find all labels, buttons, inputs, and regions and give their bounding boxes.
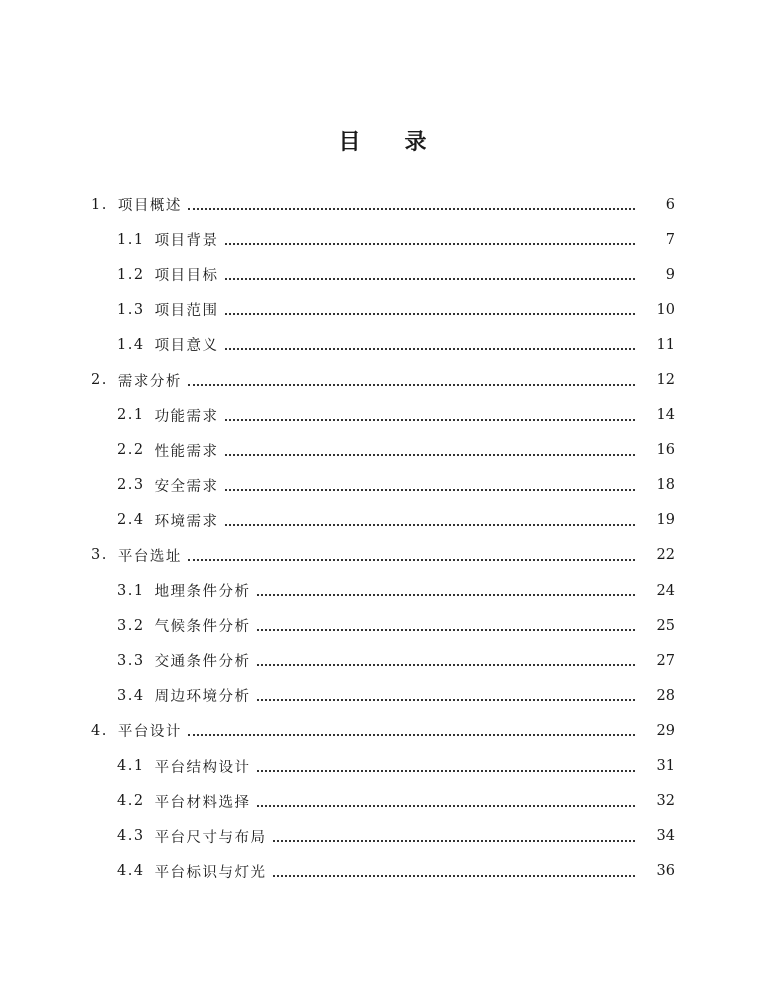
toc-dot-leader — [188, 207, 635, 210]
toc-entry-number: 4.4 — [117, 863, 145, 880]
toc-entry-page-number: 16 — [656, 442, 675, 459]
toc-entry-number: 3.3 — [117, 652, 145, 669]
toc-entry[interactable] — [0, 257, 765, 292]
toc-dot-leader — [188, 733, 635, 736]
toc-entry-number: 2.2 — [117, 442, 145, 459]
toc-entry[interactable] — [0, 362, 765, 397]
toc-entry-label: 平台选址 — [117, 548, 182, 565]
toc-entry[interactable] — [0, 749, 765, 784]
toc-dot-leader — [225, 242, 635, 245]
toc-entry-page-number: 9 — [665, 266, 675, 283]
toc-entry-page-number: 18 — [656, 477, 675, 494]
toc-entry-label: 平台设计 — [117, 724, 182, 741]
toc-entry-label: 平台尺寸与布局 — [154, 829, 267, 846]
toc-entry-number: 1.3 — [117, 301, 145, 318]
toc-dot-leader — [225, 488, 635, 491]
toc-entry-label: 项目意义 — [154, 338, 219, 355]
toc-entry-label: 需求分析 — [117, 373, 182, 390]
toc-entry-label: 安全需求 — [154, 478, 219, 495]
toc-entry-number: 2.4 — [117, 512, 145, 529]
toc-entry-label: 项目范围 — [154, 303, 219, 320]
toc-dot-leader — [225, 277, 635, 280]
toc-entry-number: 4.2 — [117, 793, 145, 810]
toc-entry[interactable] — [0, 713, 765, 748]
toc-entry-label: 平台标识与灯光 — [154, 864, 267, 881]
toc-entry-label: 周边环境分析 — [154, 689, 251, 706]
toc-entry[interactable] — [0, 608, 765, 643]
toc-entry[interactable] — [0, 503, 765, 538]
toc-dot-leader — [188, 558, 635, 561]
toc-dot-leader — [225, 418, 635, 421]
toc-entry-number: 2.3 — [117, 477, 145, 494]
toc-entry[interactable] — [0, 573, 765, 608]
toc-entry-page-number: 28 — [656, 687, 675, 704]
toc-entry-number: 4.3 — [117, 828, 145, 845]
toc-dot-leader — [257, 593, 635, 596]
toc-dot-leader — [225, 347, 635, 350]
toc-entry-label: 项目概述 — [117, 198, 182, 215]
toc-entry-number: 2. — [91, 372, 108, 389]
toc-entry-number: 3.2 — [117, 617, 145, 634]
toc-entry-label: 环境需求 — [154, 513, 219, 530]
toc-entry-number: 1.2 — [117, 266, 145, 283]
toc-title — [0, 127, 765, 159]
toc-entry-page-number: 27 — [656, 652, 675, 669]
toc-entry[interactable] — [0, 643, 765, 678]
toc-entry-page-number: 24 — [656, 582, 675, 599]
toc-entry-page-number: 22 — [656, 547, 675, 564]
toc-entry-label: 地理条件分析 — [154, 584, 251, 601]
toc-entry-label: 平台结构设计 — [154, 759, 251, 776]
toc-entry-page-number: 7 — [665, 231, 675, 248]
toc-entry-page-number: 6 — [665, 196, 675, 213]
toc-entry[interactable] — [0, 819, 765, 854]
toc-entry-page-number: 12 — [656, 372, 675, 389]
toc-entry-page-number: 10 — [656, 301, 675, 318]
toc-entry-number: 3.4 — [117, 687, 145, 704]
toc-entry-page-number: 31 — [656, 758, 675, 775]
toc-dot-leader — [257, 628, 635, 631]
toc-entry[interactable] — [0, 538, 765, 573]
toc-entry-number: 3. — [91, 547, 108, 564]
toc-dot-leader — [257, 804, 635, 807]
toc-entry-label: 功能需求 — [154, 408, 219, 425]
toc-entry-number: 1.4 — [117, 336, 145, 353]
toc-entry-page-number: 25 — [656, 617, 675, 634]
toc-entry-label: 项目目标 — [154, 268, 219, 285]
toc-dot-leader — [257, 663, 635, 666]
toc-title-char-1: 目 — [338, 129, 361, 155]
toc-entry-label: 交通条件分析 — [154, 654, 251, 671]
toc-entry-number: 4. — [91, 722, 108, 739]
toc-entry-number: 1.1 — [117, 231, 145, 248]
toc-entry[interactable] — [0, 292, 765, 327]
toc-list — [0, 187, 765, 889]
toc-dot-leader — [225, 523, 635, 526]
toc-entry-number: 4.1 — [117, 758, 145, 775]
toc-entry[interactable] — [0, 327, 765, 362]
toc-dot-leader — [257, 698, 635, 701]
toc-dot-leader — [273, 874, 635, 877]
toc-entry-page-number: 14 — [656, 407, 675, 424]
toc-dot-leader — [188, 383, 635, 386]
toc-entry-label: 气候条件分析 — [154, 619, 251, 636]
toc-entry-page-number: 29 — [656, 722, 675, 739]
toc-entry-page-number: 11 — [656, 336, 675, 353]
toc-entry-number: 3.1 — [117, 582, 145, 599]
toc-entry-page-number: 34 — [656, 828, 675, 845]
toc-entry-label: 性能需求 — [154, 443, 219, 460]
toc-entry[interactable] — [0, 854, 765, 889]
toc-dot-leader — [257, 769, 635, 772]
toc-entry-number: 1. — [91, 196, 108, 213]
toc-entry-page-number: 32 — [656, 793, 675, 810]
toc-entry[interactable] — [0, 187, 765, 222]
toc-entry-number: 2.1 — [117, 407, 145, 424]
toc-entry[interactable] — [0, 678, 765, 713]
toc-entry[interactable] — [0, 468, 765, 503]
toc-entry[interactable] — [0, 398, 765, 433]
toc-entry-label: 项目背景 — [154, 233, 219, 250]
toc-entry-page-number: 19 — [656, 512, 675, 529]
toc-entry[interactable] — [0, 433, 765, 468]
toc-title-char-2: 录 — [404, 129, 427, 155]
toc-entry[interactable] — [0, 784, 765, 819]
toc-dot-leader — [225, 453, 635, 456]
toc-entry-label: 平台材料选择 — [154, 794, 251, 811]
toc-entry[interactable] — [0, 222, 765, 257]
toc-dot-leader — [273, 839, 635, 842]
toc-entry-page-number: 36 — [656, 863, 675, 880]
toc-dot-leader — [225, 312, 635, 315]
